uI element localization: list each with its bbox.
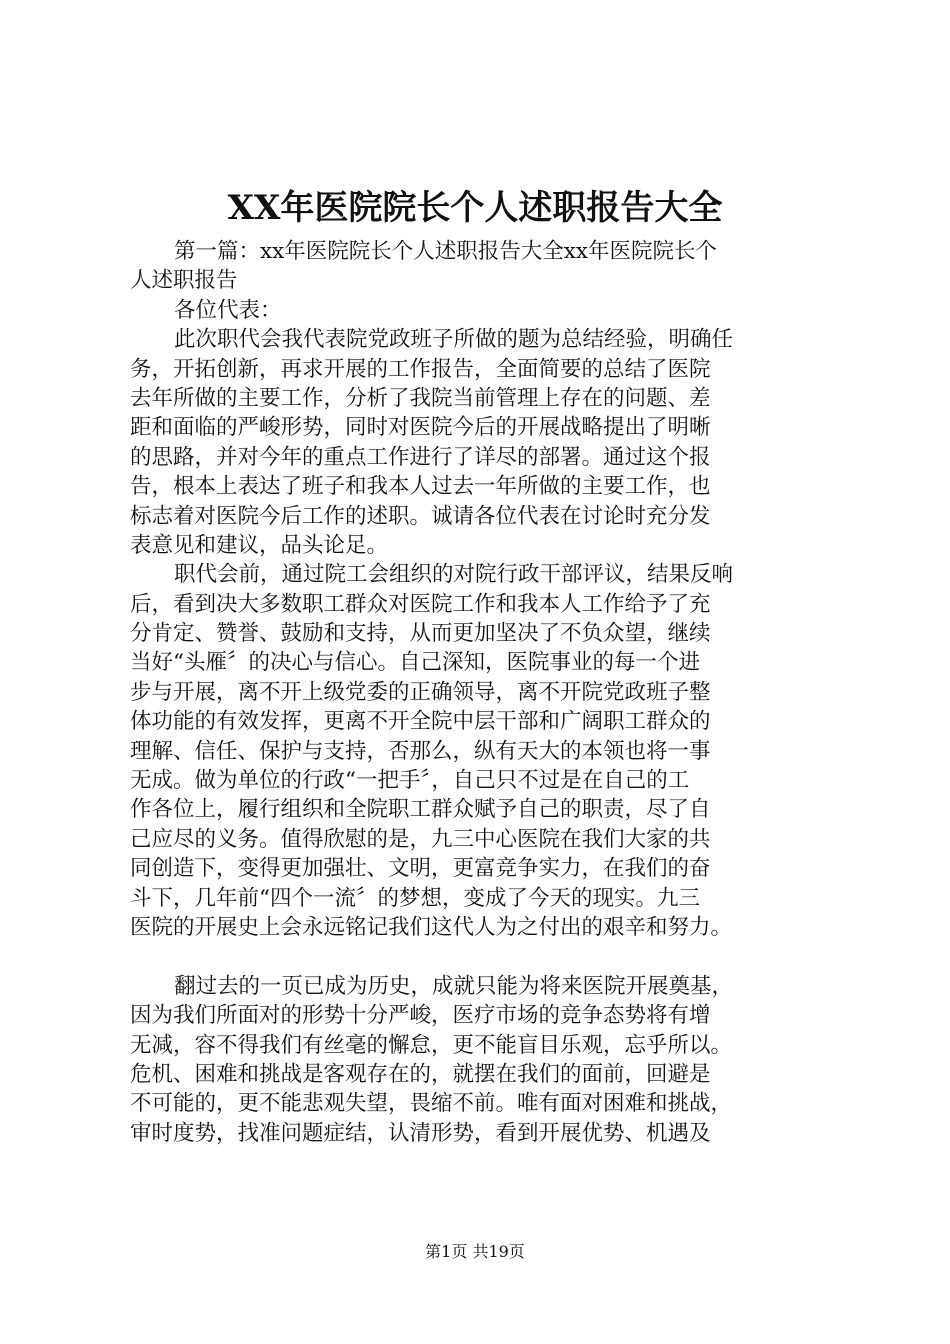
text-line: 此次职代会我代表院党政班子所做的题为总结经验，明确任 bbox=[174, 327, 734, 353]
text-line: 职代会前，通过院工会组织的对院行政干部评议，结果反响 bbox=[174, 562, 734, 588]
text-line: 体功能的有效发挥，更离不开全院中层干部和广阔职工群众的 bbox=[130, 709, 711, 735]
text-line: 告，根本上表达了班子和我本人过去一年所做的主要工作，也 bbox=[130, 474, 711, 500]
text-line: 步与开展，离不开上级党委的正确领导，离不开院党政班子整 bbox=[130, 679, 711, 705]
text-line: 斗下，几年前“四个一流〞的梦想，变成了今天的现实。九三 bbox=[130, 885, 700, 911]
text-line: 当好“头雁〞的决心与信心。自己深知，医院事业的每一个进 bbox=[130, 650, 700, 676]
text-line: 各位代表： bbox=[174, 297, 282, 323]
text-line: 审时度势，找准问题症结，认清形势，看到开展优势、机遇及 bbox=[130, 1120, 711, 1146]
text-line: 危机、困难和挑战是客观存在的，就摆在我们的面前，回避是 bbox=[130, 1061, 711, 1087]
text-line: 后，看到决大多数职工群众对医院工作和我本人工作给予了充 bbox=[130, 591, 711, 617]
text-line: 距和面临的严峻形势，同时对医院今后的开展战略提出了明晰 bbox=[130, 415, 711, 441]
text-line: 标志着对医院今后工作的述职。诚请各位代表在讨论时充分发 bbox=[130, 503, 711, 529]
blank-line bbox=[130, 942, 870, 971]
document-title: XX年医院院长个人述职报告大全 bbox=[227, 188, 723, 228]
text-line: 分肯定、赞誉、鼓励和支持，从而更加坚决了不负众望，继续 bbox=[130, 621, 711, 647]
page-footer: 第1页 共19页 bbox=[425, 1242, 525, 1261]
text-line: 因为我们所面对的形势十分严峻，医疗市场的竞争态势将有增 bbox=[130, 1003, 711, 1029]
text-line: 无成。做为单位的行政“一把手〞，自己只不过是在自己的工 bbox=[130, 768, 690, 794]
text-line: 作各位上，履行组织和全院职工群众赋予自己的职责，尽了自 bbox=[130, 797, 711, 823]
text-line: 人述职报告 bbox=[130, 268, 238, 294]
text-line: 的思路，并对今年的重点工作进行了详尽的部署。通过这个报 bbox=[130, 444, 711, 470]
text-line: 无减，容不得我们有丝毫的懈怠，更不能盲目乐观，忘乎所以。 bbox=[130, 1032, 733, 1058]
text-line: 第一篇：xx年医院院长个人述职报告大全xx年医院院长个 bbox=[174, 239, 718, 264]
text-line: 同创造下，变得更加强壮、文明，更富竞争实力，在我们的奋 bbox=[130, 856, 711, 882]
text-line: 医院的开展史上会永远铭记我们这代人为之付出的艰辛和努力。 bbox=[130, 914, 733, 940]
text-line: 表意见和建议，品头论足。 bbox=[130, 532, 389, 558]
text-line: 翻过去的一页已成为历史，成就只能为将来医院开展奠基， bbox=[174, 973, 734, 999]
document-body bbox=[130, 237, 870, 1148]
text-line: 去年所做的主要工作，分析了我院当前管理上存在的问题、差 bbox=[130, 385, 711, 411]
text-line: 己应尽的义务。值得欣慰的是，九三中心医院在我们大家的共 bbox=[130, 826, 711, 852]
text-line: 不可能的，更不能悲观失望，畏缩不前。唯有面对困难和挑战， bbox=[130, 1091, 733, 1117]
text-line: 理解、信任、保护与支持，否那么，纵有天大的本领也将一事 bbox=[130, 738, 711, 764]
text-line: 务，开拓创新，再求开展的工作报告，全面简要的总结了医院 bbox=[130, 356, 711, 382]
